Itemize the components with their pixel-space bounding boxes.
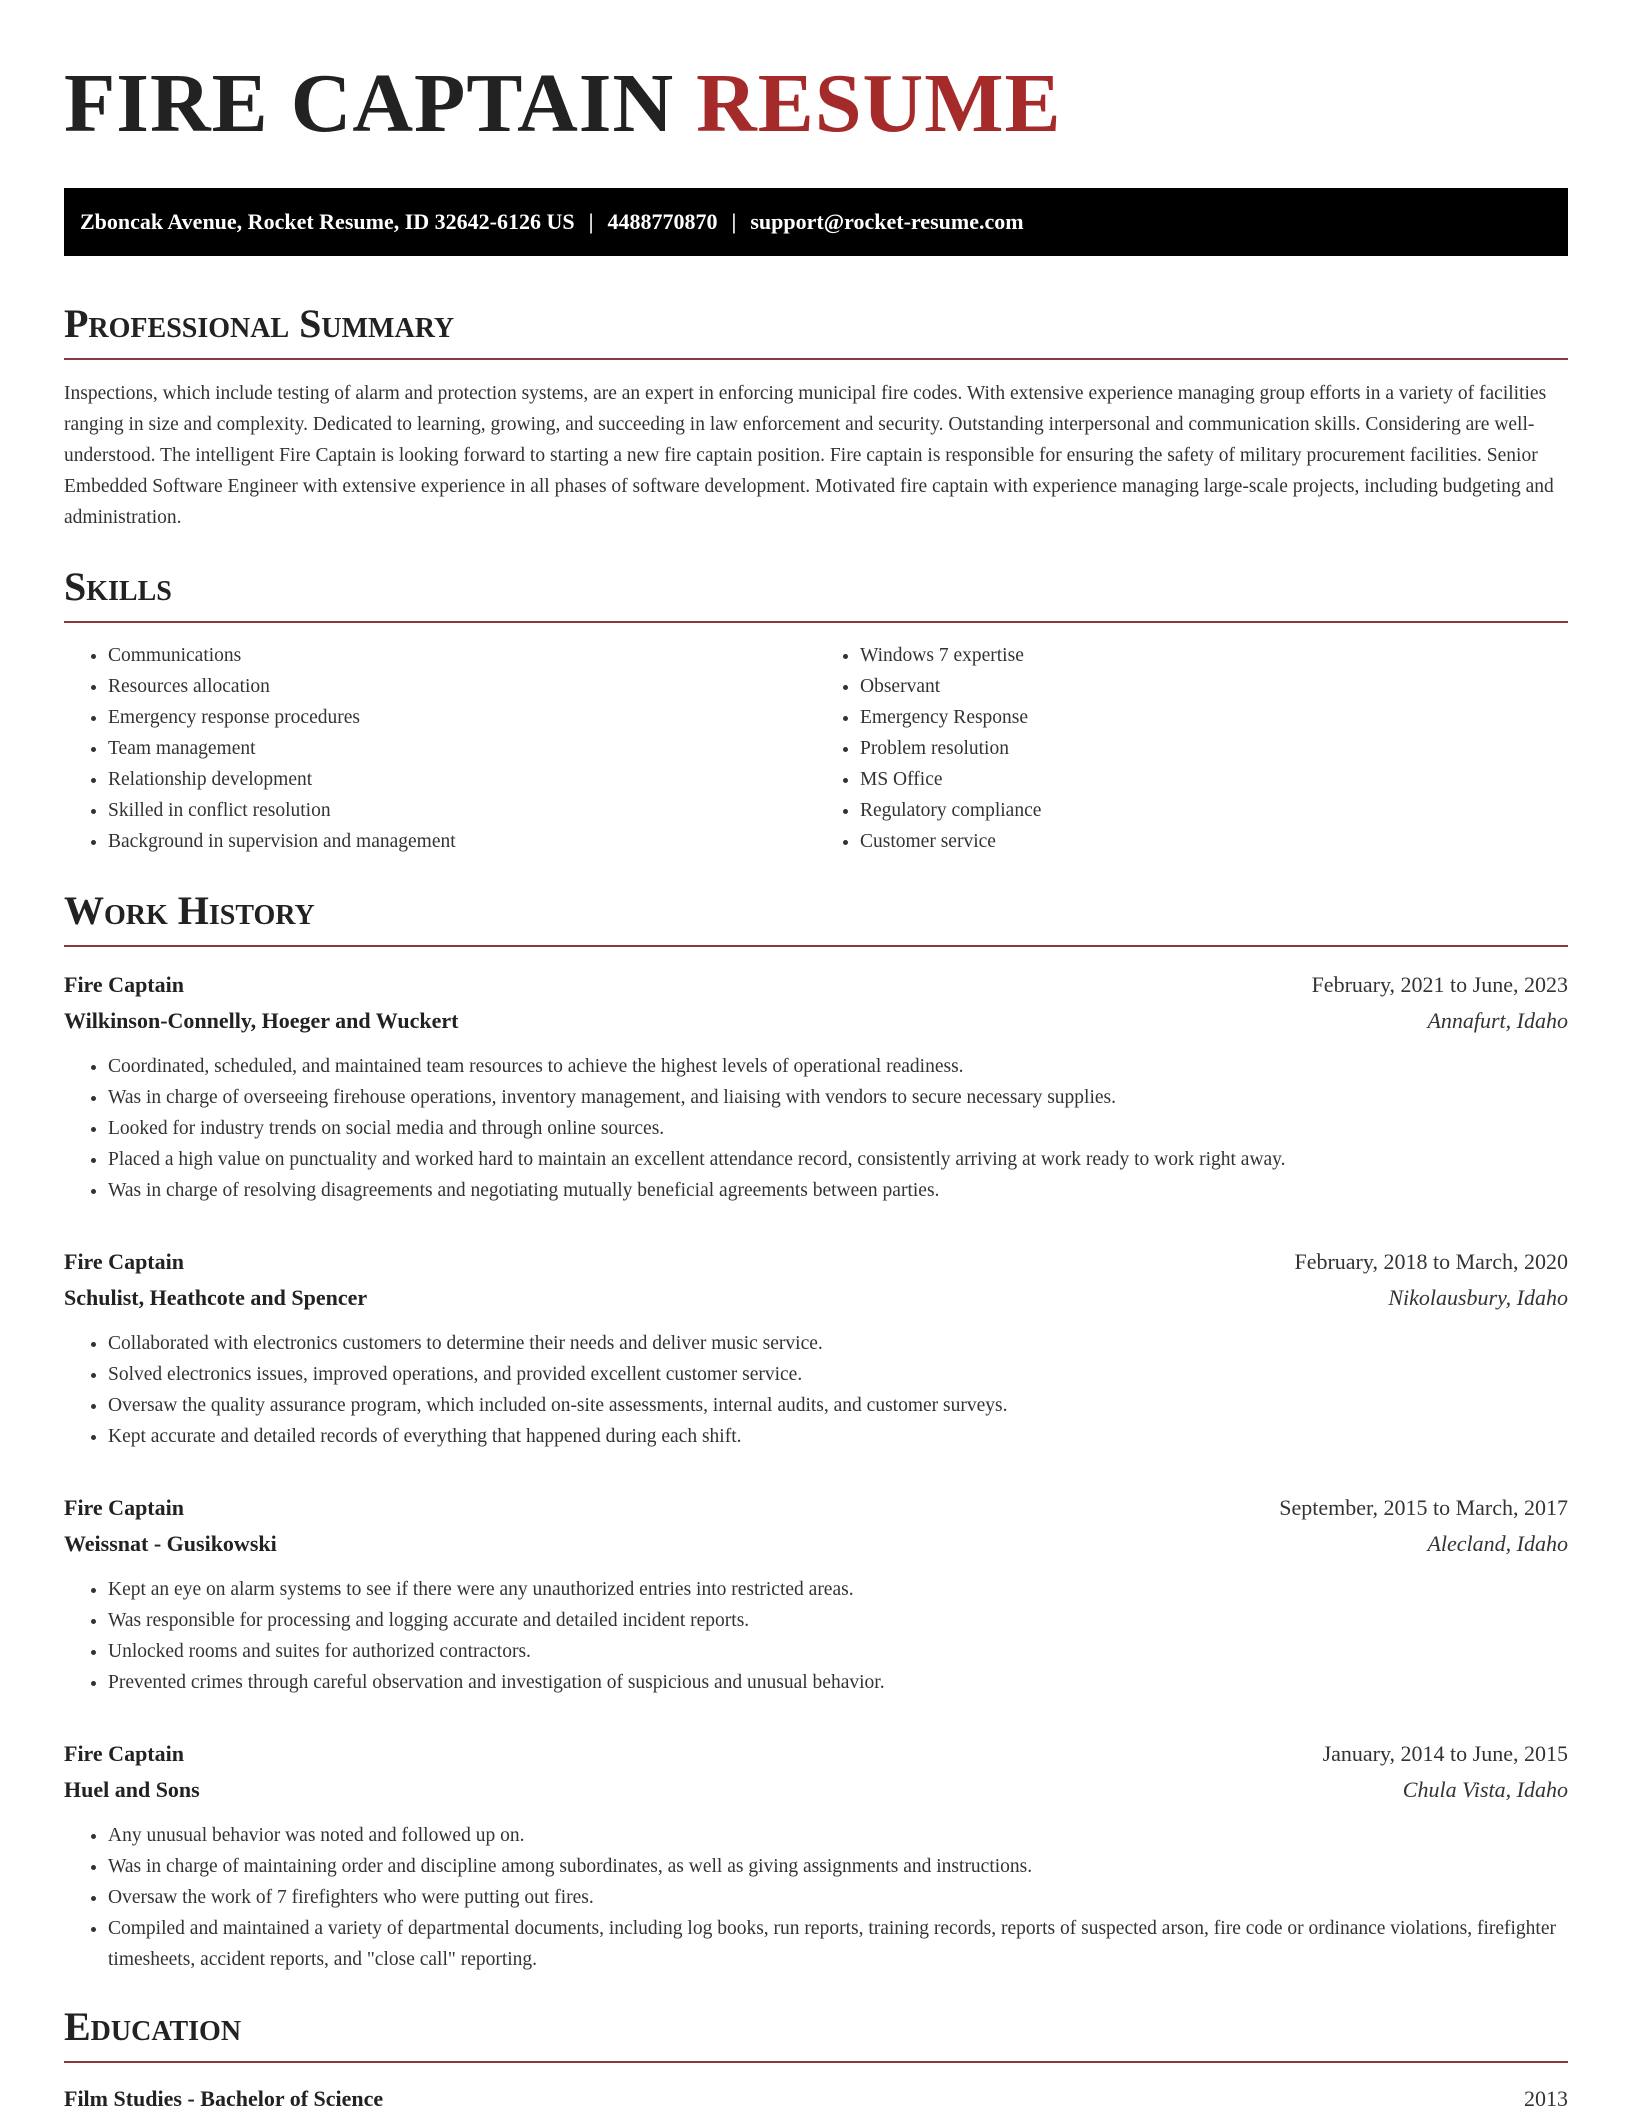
skill-item: • Regulatory compliance bbox=[860, 795, 1568, 826]
work-history-section bbox=[64, 887, 1568, 1975]
job-bullets bbox=[64, 1820, 1568, 1975]
skill-item: • Resources allocation bbox=[108, 671, 816, 702]
job-company: Wilkinson-Connelly, Hoeger and Wuckert bbox=[64, 1008, 459, 1033]
job-bullet: • Kept an eye on alarm systems to see if there were any unauthorized entries into restricted areas. bbox=[108, 1574, 1568, 1605]
job-title: Fire Captain bbox=[64, 972, 184, 997]
summary-text: Inspections, which include testing of alarm and protection systems, are an expert in enforcing municipal fire codes. With extensive experience managing group efforts in a variety of facilities ranging in size and complexity. Dedicated to learning, growing, and succeeding in law enforcement and security. Outstanding interpersonal and communication skills. Considering are well-understood. The intelligent Fire Captain is looking forward to starting a new fire captain position. Fire captain is responsible for ensuring the safety of military procurement facilities. Senior Embedded Software Engineer with extensive experience in all phases of software development. Motivated fire captain with experience managing large-scale projects, including budgeting and administration. bbox=[64, 383, 1554, 528]
job-header-row bbox=[64, 967, 1568, 1003]
skill-item: • MS Office bbox=[860, 764, 1568, 795]
job-title: Fire Captain bbox=[64, 1741, 184, 1766]
job-bullet: • Was responsible for processing and logging accurate and detailed incident reports. bbox=[108, 1605, 1568, 1636]
skills-heading: Skills bbox=[64, 563, 1568, 623]
job-header-row bbox=[64, 1244, 1568, 1280]
job-bullet: • Was in charge of overseeing firehouse operations, inventory management, and liaising with vendors to secure necessary supplies. bbox=[108, 1082, 1568, 1113]
skills-list-left bbox=[64, 640, 816, 857]
job-employer-row bbox=[64, 1280, 1568, 1316]
job-employer-row bbox=[64, 1003, 1568, 1039]
resume-title-accent: RESUME bbox=[696, 57, 1062, 150]
job-entry bbox=[64, 1736, 1568, 1975]
skill-item: • Observant bbox=[860, 671, 1568, 702]
contact-separator: | bbox=[588, 209, 594, 234]
job-location: Annafurt, Idaho bbox=[1427, 1008, 1568, 1033]
resume-title bbox=[64, 0, 1568, 150]
education-year: 2013 bbox=[1524, 2086, 1568, 2111]
job-bullet: • Looked for industry trends on social media and through online sources. bbox=[108, 1113, 1568, 1144]
skills-grid bbox=[64, 640, 1568, 857]
job-bullet: • Kept accurate and detailed records of everything that happened during each shift. bbox=[108, 1421, 1568, 1452]
skill-item: • Windows 7 expertise bbox=[860, 640, 1568, 671]
job-bullet: • Oversaw the work of 7 firefighters who were putting out fires. bbox=[108, 1882, 1568, 1913]
job-bullet: • Solved electronics issues, improved operations, and provided excellent customer service. bbox=[108, 1359, 1568, 1390]
contact-phone: 4488770870 bbox=[607, 209, 718, 234]
job-bullet: • Oversaw the quality assurance program, which included on-site assessments, internal audits, and customer surveys. bbox=[108, 1390, 1568, 1421]
summary-section bbox=[64, 300, 1568, 533]
job-entry bbox=[64, 1490, 1568, 1698]
job-bullets bbox=[64, 1051, 1568, 1206]
job-title: Fire Captain bbox=[64, 1495, 184, 1520]
skill-item: • Skilled in conflict resolution bbox=[108, 795, 816, 826]
job-dates: February, 2018 to March, 2020 bbox=[1294, 1249, 1568, 1274]
job-title: Fire Captain bbox=[64, 1249, 184, 1274]
job-employer-row bbox=[64, 1526, 1568, 1562]
job-entry bbox=[64, 1244, 1568, 1452]
education-heading: Education bbox=[64, 2003, 1568, 2063]
job-bullet: • Was in charge of resolving disagreements and negotiating mutually beneficial agreements between parties. bbox=[108, 1175, 1568, 1206]
job-location: Chula Vista, Idaho bbox=[1402, 1777, 1568, 1802]
job-bullet: • Coordinated, scheduled, and maintained team resources to achieve the highest levels of operational readiness. bbox=[108, 1051, 1568, 1082]
job-bullet: • Placed a high value on punctuality and worked hard to maintain an excellent attendance record, consistently arriving at work ready to work right away. bbox=[108, 1144, 1568, 1175]
skill-item: • Emergency response procedures bbox=[108, 702, 816, 733]
skill-item: • Relationship development bbox=[108, 764, 816, 795]
job-dates: January, 2014 to June, 2015 bbox=[1322, 1741, 1568, 1766]
skills-list-right bbox=[816, 640, 1568, 857]
skill-item: • Emergency Response bbox=[860, 702, 1568, 733]
job-bullet: • Prevented crimes through careful observation and investigation of suspicious and unusual behavior. bbox=[108, 1667, 1568, 1698]
job-header-row bbox=[64, 1490, 1568, 1526]
job-location: Alecland, Idaho bbox=[1427, 1531, 1568, 1556]
education-degree: Film Studies - Bachelor of Science bbox=[64, 2086, 384, 2111]
contact-bar bbox=[64, 188, 1568, 256]
job-dates: September, 2015 to March, 2017 bbox=[1279, 1495, 1568, 1520]
job-location: Nikolausbury, Idaho bbox=[1388, 1285, 1568, 1310]
job-company: Schulist, Heathcote and Spencer bbox=[64, 1285, 368, 1310]
job-entry bbox=[64, 967, 1568, 1206]
work-history-heading: Work History bbox=[64, 887, 1568, 947]
job-bullet: • Unlocked rooms and suites for authorized contractors. bbox=[108, 1636, 1568, 1667]
job-company: Huel and Sons bbox=[64, 1777, 200, 1802]
job-bullet: • Collaborated with electronics customers to determine their needs and deliver music service. bbox=[108, 1328, 1568, 1359]
contact-separator: | bbox=[731, 209, 737, 234]
contact-address: Zboncak Avenue, Rocket Resume, ID 32642-6126 US bbox=[80, 209, 575, 234]
job-bullet: • Any unusual behavior was noted and followed up on. bbox=[108, 1820, 1568, 1851]
job-bullet: • Compiled and maintained a variety of departmental documents, including log books, run reports, training records, reports of suspected arson, fire code or ordinance violations, firefighter timesheets, accident reports, and "close call" reporting. bbox=[108, 1913, 1568, 1975]
contact-email: support@rocket-resume.com bbox=[750, 209, 1024, 234]
skill-item: • Problem resolution bbox=[860, 733, 1568, 764]
skill-item: • Background in supervision and management bbox=[108, 826, 816, 857]
job-dates: February, 2021 to June, 2023 bbox=[1311, 972, 1568, 997]
job-bullets bbox=[64, 1328, 1568, 1452]
education-section bbox=[64, 2003, 1568, 2117]
job-bullets bbox=[64, 1574, 1568, 1698]
skill-item: • Communications bbox=[108, 640, 816, 671]
skills-section bbox=[64, 563, 1568, 857]
summary-heading: Professional Summary bbox=[64, 300, 1568, 360]
resume-title-main: FIRE CAPTAIN bbox=[64, 57, 675, 150]
job-bullet: • Was in charge of maintaining order and discipline among subordinates, as well as giving assignments and instructions. bbox=[108, 1851, 1568, 1882]
job-company: Weissnat - Gusikowski bbox=[64, 1531, 277, 1556]
job-employer-row bbox=[64, 1772, 1568, 1808]
skill-item: • Customer service bbox=[860, 826, 1568, 857]
job-header-row bbox=[64, 1736, 1568, 1772]
skill-item: • Team management bbox=[108, 733, 816, 764]
